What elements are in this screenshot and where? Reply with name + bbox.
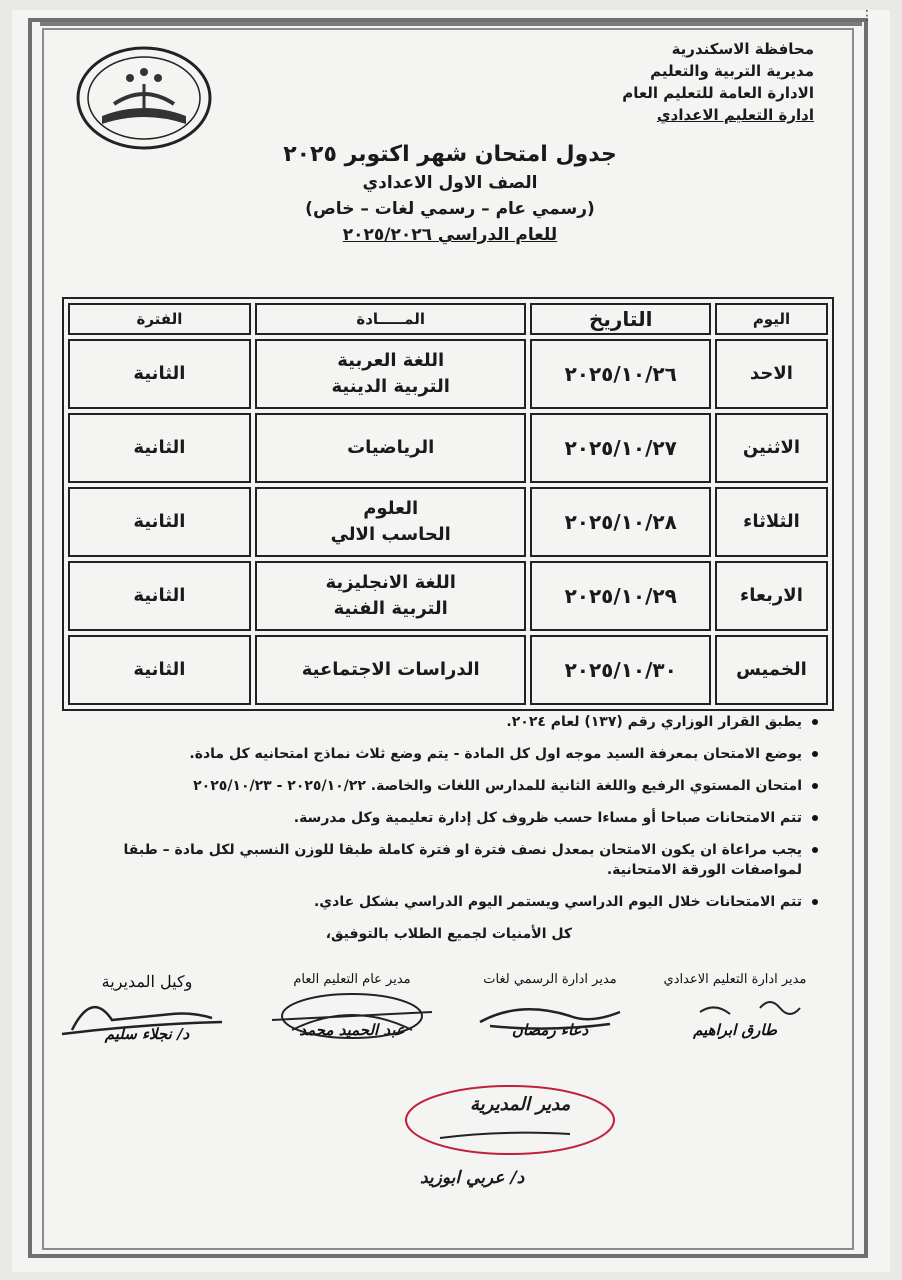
note-item: يطبق القرار الوزاري رقم (١٣٧) لعام ٢٠٢٤. [82,712,802,732]
note-item: تتم الامتحانات خلال اليوم الدراسي ويستمر اليوم الدراسي بشكل عادي. [82,892,802,912]
signature-deputy [52,972,242,1043]
signature-role: مدير ادارة التعليم الاعدادي [663,972,807,987]
signature-name: طارق ابراهيم [693,1021,777,1039]
header-general-admin: الادارة العامة للتعليم العام [622,84,814,102]
exam-schedule-table [62,297,834,711]
signature-name: د/ نجلاء سليم [104,1025,190,1043]
subject-line: الحاسب الالي [330,524,451,545]
table-row [68,487,828,557]
signature-name: عبد الحميد محمد [299,1021,405,1039]
date-cell: ٢٠٢٥/١٠/٢٩ [530,561,710,631]
signature-official-lang-admin [460,972,640,1039]
subject-cell [255,635,527,705]
subject-line: الرياضيات [347,437,435,458]
signature-prep-admin [640,972,830,1039]
table-row [68,635,828,705]
header-governorate: محافظة الاسكندرية [671,40,814,58]
header-subject: المـــــادة [255,303,527,335]
signature-name: دعاء رمضان [511,1021,589,1039]
header-prep-admin: ادارة التعليم الاعدادي [656,106,814,124]
note-item: تتم الامتحانات صباحا أو مساءا حسب ظروف كل إدارة تعليمية وكل مدرسة. [82,808,802,828]
handwritten-signature [640,990,830,1030]
header-directorate: مديرية التربية والتعليم [650,62,814,80]
subject-cell [255,413,527,483]
table-row [68,561,828,631]
signature-role: وكيل المديرية [101,972,193,991]
subject-line: اللغة الانجليزية [325,572,456,593]
academic-year: للعام الدراسي ٢٠٢٥/٢٠٢٦ [342,225,558,245]
subject-cell [255,561,527,631]
table-row [68,339,828,409]
notes-list [82,712,820,924]
subject-line: التربية الفنية [333,598,448,619]
title-block [200,140,700,248]
handwritten-signature [52,990,242,1040]
note-item: يوضع الامتحان بمعرفة السيد موجه اول كل المادة - يتم وضع ثلاث نماذج امتحانيه كل مادة. [82,744,802,764]
subject-line: اللغة العربية [337,350,445,371]
subject-line: التربية الدينية [331,376,450,397]
header-block [554,38,814,126]
note-item: امتحان المستوي الرفيع واللغة الثانية للمدارس اللغات والخاصة. ٢٠٢٥/١٠/٢٢ - ٢٠٢٥/١٠/٢٣ [82,776,802,796]
period-cell: الثانية [68,413,251,483]
grade-title: الصف الاول الاعدادي [362,173,538,193]
date-cell: ٢٠٢٥/١٠/٢٧ [530,413,710,483]
table-row [68,413,828,483]
period-cell: الثانية [68,487,251,557]
day-cell: الاحد [715,339,828,409]
signature-role: مدير عام التعليم العام [293,972,411,987]
day-cell: الخميس [715,635,828,705]
period-cell: الثانية [68,635,251,705]
signature-role: مدير ادارة الرسمي لغات [483,972,617,987]
header-day: اليوم [715,303,828,335]
school-types: (رسمي عام – رسمي لغات – خاص) [305,199,595,219]
handwritten-signature [460,990,640,1040]
date-cell: ٢٠٢٥/١٠/٢٦ [530,339,710,409]
period-cell: الثانية [68,339,251,409]
menu-dots-icon: ⋮ [860,8,874,24]
closing-wishes: كل الأمنيات لجميع الطلاب بالتوفيق، [325,926,572,942]
director-name: د/ عربي ابوزيد [420,1168,525,1188]
date-cell: ٢٠٢٥/١٠/٣٠ [530,635,710,705]
director-title: مدير المديرية [470,1094,571,1115]
header-date: التاريخ [530,303,710,335]
day-cell: الاربعاء [715,561,828,631]
period-cell: الثانية [68,561,251,631]
page-title: جدول امتحان شهر اكتوبر ٢٠٢٥ [283,142,617,167]
note-item: يجب مراعاة ان يكون الامتحان بمعدل نصف فترة او فترة كاملة طبقا للوزن النسبي لكل مادة – طبقا لمواصفات الورقة الامتحانية. [82,840,802,880]
date-cell: ٢٠٢٥/١٠/٢٨ [530,487,710,557]
subject-line: الدراسات الاجتماعية [301,659,480,680]
stamp-signature [262,990,442,1050]
day-cell: الثلاثاء [715,487,828,557]
header-period: الفترة [68,303,251,335]
table-header-row [68,303,828,335]
day-cell: الاثنين [715,413,828,483]
director-signature-oval [400,1080,620,1160]
ministry-logo [74,44,214,152]
subject-cell [255,487,527,557]
subject-line: العلوم [363,498,419,519]
subject-cell [255,339,527,409]
signature-general-ed-director [262,972,442,1039]
